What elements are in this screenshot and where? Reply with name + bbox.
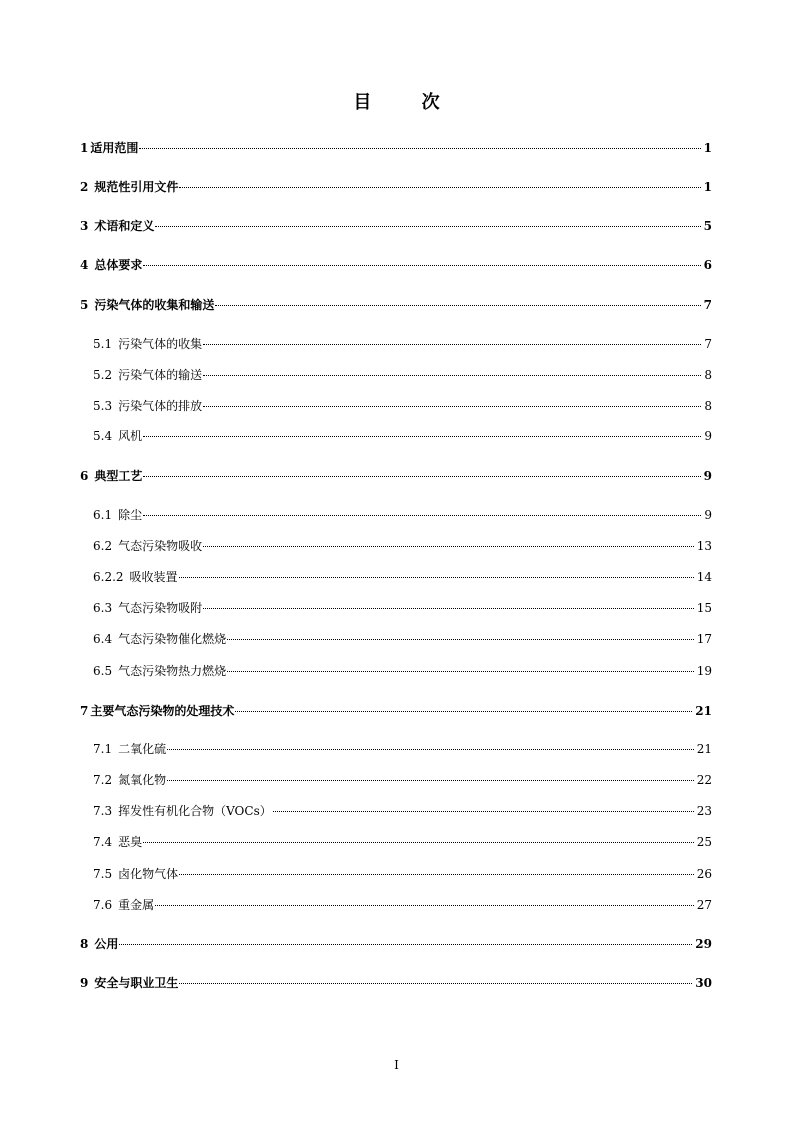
- toc-dot-leader: [167, 748, 694, 750]
- toc-section-title: 风机: [118, 429, 143, 443]
- toc-page-number: 22: [696, 773, 712, 787]
- toc-dot-leader: [179, 186, 700, 188]
- toc-section-title: 气态污染物热力燃烧: [118, 664, 227, 678]
- toc-entry[interactable]: [93, 771, 712, 789]
- toc-dot-leader: [203, 405, 701, 407]
- toc-page-number: 30: [695, 976, 712, 990]
- toc-dot-leader: [203, 545, 694, 547]
- toc-dot-leader: [143, 841, 694, 843]
- toc-dot-leader: [143, 514, 701, 516]
- toc-dot-leader: [203, 607, 694, 609]
- toc-page-number: 23: [696, 804, 712, 818]
- toc-dot-leader: [227, 670, 694, 672]
- toc-entry[interactable]: [93, 896, 712, 914]
- toc-page-number: 1: [703, 180, 712, 194]
- toc-entry[interactable]: [80, 702, 712, 720]
- toc-section-title: 主要气态污染物的处理技术: [90, 704, 235, 718]
- toc-entry[interactable]: [93, 802, 712, 820]
- toc-section-title: 污染气体的收集和输送: [94, 298, 215, 312]
- toc-dot-leader: [215, 304, 700, 306]
- toc-entry[interactable]: [80, 139, 712, 157]
- toc-section-number: 8: [80, 937, 89, 951]
- toc-section-number: 7.5: [93, 867, 113, 881]
- toc-entry[interactable]: [93, 865, 712, 883]
- toc-section-number: 6.2.2: [93, 570, 124, 584]
- toc-dot-leader: [143, 264, 700, 266]
- toc-dot-leader: [119, 943, 692, 945]
- toc-section-number: 7.1: [93, 742, 113, 756]
- toc-section-title: 适用范围: [90, 141, 139, 155]
- toc-dot-leader: [143, 435, 701, 437]
- toc-page-number: 29: [695, 937, 712, 951]
- toc-section-title: 气态污染物吸收: [118, 539, 203, 553]
- toc-page-number: 26: [696, 867, 712, 881]
- toc-section-number: 5.2: [93, 368, 113, 382]
- toc-entry[interactable]: [93, 506, 712, 524]
- toc-page-number: 21: [695, 704, 712, 718]
- toc-section-title: 恶臭: [118, 835, 143, 849]
- toc-section-number: 7: [80, 704, 89, 718]
- toc-section-number: 6.1: [93, 508, 113, 522]
- toc-section-title: 污染气体的输送: [118, 368, 203, 382]
- toc-section-title: 污染气体的收集: [118, 337, 203, 351]
- toc-dot-leader: [179, 873, 694, 875]
- toc-entry[interactable]: [93, 662, 712, 680]
- toc-dot-leader: [179, 576, 694, 578]
- toc-dot-leader: [167, 779, 694, 781]
- toc-page-number: 9: [704, 508, 712, 522]
- toc-section-number: 3: [80, 219, 89, 233]
- toc-dot-leader: [139, 147, 700, 149]
- toc-page-number: 21: [696, 742, 712, 756]
- toc-entry[interactable]: [93, 568, 712, 586]
- toc-page-number: 19: [696, 664, 712, 678]
- toc-dot-leader: [227, 638, 694, 640]
- toc-section-number: 1: [80, 141, 89, 155]
- toc-dot-leader: [179, 982, 692, 984]
- toc-page-number: 25: [696, 835, 712, 849]
- toc-page-number: 13: [696, 539, 712, 553]
- toc-page-number: 8: [704, 368, 712, 382]
- toc-page-number: 7: [703, 298, 712, 312]
- toc-entry[interactable]: [80, 256, 712, 274]
- toc-section-number: 5.3: [93, 399, 113, 413]
- toc-section-number: 7.3: [93, 804, 113, 818]
- toc-page-number: 5: [703, 219, 712, 233]
- toc-section-title: 卤化物气体: [118, 867, 179, 881]
- toc-section-number: 7.2: [93, 773, 113, 787]
- toc-entry[interactable]: [80, 935, 712, 953]
- toc-entry[interactable]: [93, 366, 712, 384]
- toc-entry[interactable]: [93, 335, 712, 353]
- toc-section-title: 安全与职业卫生: [94, 976, 179, 990]
- page-number: I: [394, 1058, 399, 1072]
- toc-section-title: 规范性引用文件: [94, 180, 179, 194]
- toc-dot-leader: [155, 904, 694, 906]
- toc-entry[interactable]: [93, 630, 712, 648]
- toc-section-title: 气态污染物催化燃烧: [118, 632, 227, 646]
- toc-page-number: 17: [696, 632, 712, 646]
- toc-section-title: 重金属: [118, 898, 155, 912]
- toc-dot-leader: [203, 374, 701, 376]
- page-title: 目 次: [353, 92, 462, 113]
- toc-section-title: 典型工艺: [94, 469, 143, 483]
- toc-section-number: 5.4: [93, 429, 113, 443]
- toc-entry[interactable]: [93, 740, 712, 758]
- toc-dot-leader: [235, 710, 692, 712]
- toc-section-title: 氮氧化物: [118, 773, 167, 787]
- toc-section-number: 7.6: [93, 898, 113, 912]
- toc-section-title: 总体要求: [94, 258, 143, 272]
- toc-dot-leader: [203, 343, 701, 345]
- toc-page-number: 8: [704, 399, 712, 413]
- toc-page-number: 15: [696, 601, 712, 615]
- toc-entry[interactable]: [80, 467, 712, 485]
- toc-section-number: 6.5: [93, 664, 113, 678]
- toc-page-number: 6: [703, 258, 712, 272]
- toc-page-number: 7: [704, 337, 712, 351]
- toc-section-title: 除尘: [118, 508, 143, 522]
- toc-entry[interactable]: [93, 537, 712, 555]
- toc-section-number: 5: [80, 298, 89, 312]
- toc-dot-leader: [143, 475, 700, 477]
- toc-section-title: 气态污染物吸附: [118, 601, 203, 615]
- toc-entry[interactable]: [93, 427, 712, 445]
- toc-section-number: 6.3: [93, 601, 113, 615]
- toc-page-number: 9: [703, 469, 712, 483]
- toc-section-number: 6.4: [93, 632, 113, 646]
- toc-dot-leader: [273, 810, 694, 812]
- toc-dot-leader: [155, 225, 700, 227]
- toc-page-number: 27: [696, 898, 712, 912]
- toc-entry[interactable]: [93, 599, 712, 617]
- toc-entry[interactable]: [93, 833, 712, 851]
- toc-section-number: 7.4: [93, 835, 113, 849]
- toc-section-number: 4: [80, 258, 89, 272]
- toc-entry[interactable]: [80, 217, 712, 235]
- toc-page-number: 9: [704, 429, 712, 443]
- toc-section-number: 9: [80, 976, 89, 990]
- toc-section-number: 5.1: [93, 337, 113, 351]
- toc-section-title: 挥发性有机化合物（VOCs）: [118, 804, 272, 818]
- toc-section-number: 6: [80, 469, 89, 483]
- toc-entry[interactable]: [80, 974, 712, 992]
- toc-section-title: 术语和定义: [94, 219, 155, 233]
- toc-entry[interactable]: [93, 397, 712, 415]
- toc-section-title: 污染气体的排放: [118, 399, 203, 413]
- toc-page-number: 1: [703, 141, 712, 155]
- toc-section-number: 2: [80, 180, 89, 194]
- toc-entry[interactable]: [80, 296, 712, 314]
- toc-section-title: 吸收装置: [129, 570, 178, 584]
- toc-section-title: 公用: [94, 937, 119, 951]
- toc-page-number: 14: [696, 570, 712, 584]
- toc-entry[interactable]: [80, 178, 712, 196]
- toc-section-number: 6.2: [93, 539, 113, 553]
- toc-section-title: 二氧化硫: [118, 742, 167, 756]
